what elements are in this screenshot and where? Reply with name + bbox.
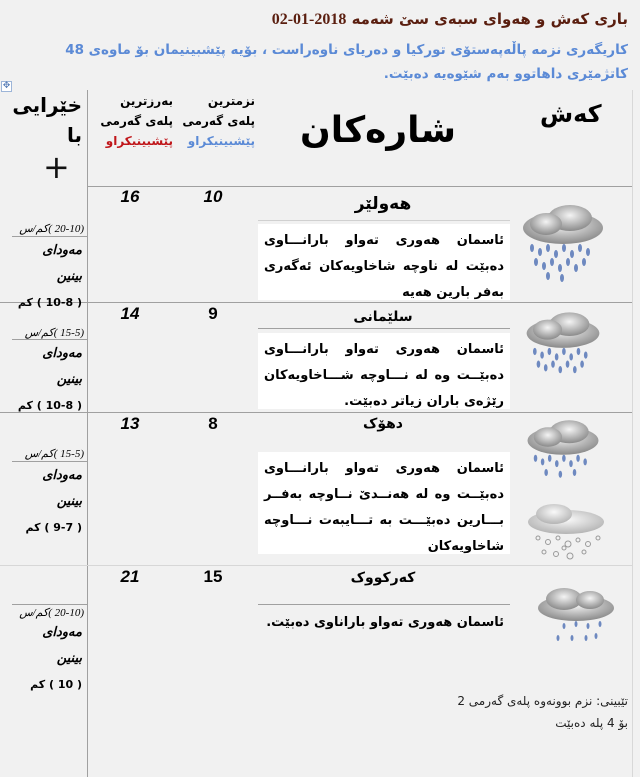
header-separator <box>88 186 632 187</box>
weather-description: ئاسمان هەوری تەواو بارانـــاوی دەبێــت وە لە هەنــدێ نــاوچە بەفــر بـــارین دەبێـــت بە تـــایبەت نـــاوچە شاخاویەکان <box>258 452 510 554</box>
light-rain-cloud-icon <box>534 586 618 646</box>
header-max-temp <box>98 91 173 151</box>
rain-cloud-icon <box>518 198 608 286</box>
city-name: سلێمانی <box>353 309 413 325</box>
visibility-label: مەودای <box>42 243 82 258</box>
snow-cloud-icon <box>524 500 608 562</box>
table-move-handle-icon[interactable]: ✥ <box>2 81 11 91</box>
header-min-forecast: پێشبینیکراو <box>187 134 255 148</box>
footer-note: تێبینی: نزم بوونەوە پلەی گەرمی 2 بۆ 4 پلە دەبێت <box>457 694 628 730</box>
wind-speed: (15-5 )کم/س <box>24 448 84 460</box>
visibility-label: مەودای <box>42 346 82 361</box>
visibility-label: بینین <box>56 651 82 666</box>
max-temp: 14 <box>120 304 140 323</box>
rain-cloud-icon <box>518 306 608 386</box>
table-right-border <box>632 90 633 777</box>
city-underline <box>258 328 510 329</box>
header-min-temp <box>180 91 255 151</box>
wind-speed: (15-5 )کم/س <box>24 327 84 339</box>
visibility-value: ( 10-8 ) کم <box>17 296 82 309</box>
visibility-value: ( 9-7 ) کم <box>25 521 82 534</box>
header-min-line1: نزمترین <box>207 94 255 108</box>
forecast-summary: کاریگەری نزمە پاڵەپەستۆی تورکیا و دەریای ناوەراست ، بۆیە پێشبینیمان بۆ ماوەی 48 کاتژمێری داهاتوو بەم شێوەیە دەبێت. <box>65 42 628 82</box>
header-weather: کەش <box>540 100 602 128</box>
page-title <box>272 10 628 29</box>
row-separator <box>0 302 632 303</box>
min-temp: 15 <box>203 567 223 586</box>
city-name: دهۆک <box>362 416 403 432</box>
header-max-line1: بەرزترین <box>120 94 173 108</box>
wind-separator <box>12 461 87 462</box>
visibility-value: ( 10-8 ) کم <box>17 399 82 412</box>
visibility-label: مەودای <box>42 468 82 483</box>
header-max-line2: پلەی گەرمی <box>100 114 173 128</box>
header-wind-speed <box>10 90 82 150</box>
max-temp: 21 <box>120 567 140 586</box>
min-temp: 8 <box>208 414 218 433</box>
weather-description: ئاسمان هەوری تەواو بارانـــاوی دەبێت لە ناوچە شاخاویەکان ئەگەری بەفر بارین هەیە <box>258 224 510 300</box>
city-underline <box>258 604 510 605</box>
visibility <box>10 463 82 541</box>
rain-cloud-icon <box>518 414 608 492</box>
header-wind-line2: با <box>66 123 82 147</box>
header-max-forecast: پێشبینیکراو <box>105 134 173 148</box>
max-temp: 13 <box>120 414 140 433</box>
plus-icon[interactable]: + <box>43 148 70 186</box>
wind-separator <box>12 339 87 340</box>
header-cities: شارەکان <box>300 110 457 151</box>
header-wind-line1: خێرایی <box>12 93 82 117</box>
row-separator <box>0 412 632 413</box>
visibility-label: مەودای <box>42 625 82 640</box>
city-name: هەولێر <box>354 194 412 214</box>
max-temp: 16 <box>120 187 140 206</box>
visibility <box>10 620 82 698</box>
visibility-label: بینین <box>56 494 82 509</box>
city-underline <box>258 220 510 221</box>
visibility <box>10 238 82 316</box>
wind-separator <box>12 604 87 605</box>
row-separator <box>0 565 632 566</box>
min-temp: 9 <box>208 304 218 323</box>
visibility-value: ( 10 ) کم <box>30 678 82 691</box>
wind-separator <box>12 236 87 237</box>
header-min-line2: پلەی گەرمی <box>182 114 255 128</box>
wind-speed: (20-10 )کم/س <box>19 223 84 235</box>
column-divider <box>87 90 88 777</box>
wind-speed: (20-10 )کم/س <box>19 607 84 619</box>
title-text: باری کەش و هەوای سبەی سێ شەمە <box>351 10 628 28</box>
min-temp: 10 <box>203 187 223 206</box>
visibility-label: بینین <box>56 269 82 284</box>
weather-description: ئاسمان هەوری تەواو بارانـــاوی دەبێــت وە لە نـــاوچە شـــاخاویەکان رێژەی باران زیاتر دەبێت. <box>258 333 510 409</box>
visibility <box>10 341 82 419</box>
title-date: 2018-01-02 <box>271 11 347 28</box>
city-name: کەرکووک <box>350 570 416 586</box>
weather-description: ئاسمان هەوری تەواو باراناوی دەبێت. <box>266 615 504 630</box>
visibility-label: بینین <box>56 372 82 387</box>
